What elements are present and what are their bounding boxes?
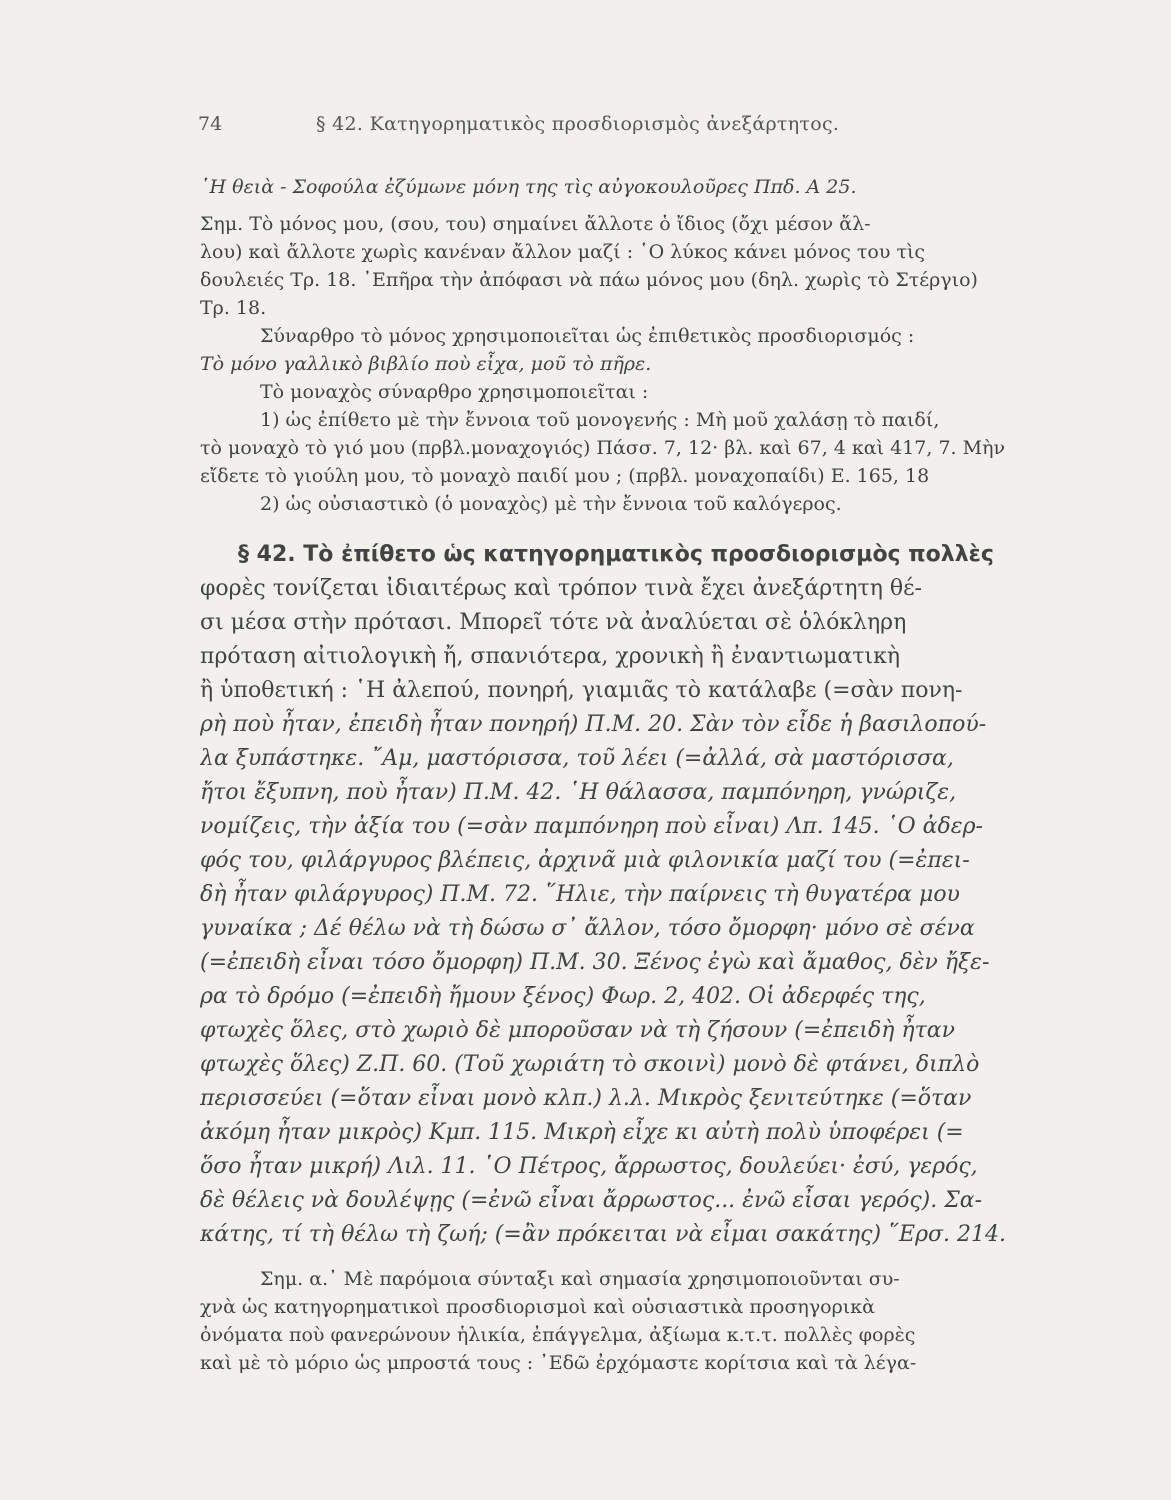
- text-line-3: λου) καὶ ἄλλοτε χωρὶς κανέναν ἄλλον μαζί : ῾Ο λύκος κάνει μόνος του τὶς: [200, 241, 926, 263]
- text-line-33: κάτης, τί τὴ θέλω τὴ ζωή; (=ἂν πρόκειται νὰ εἶμαι σακάτης) ῞Ερσ. 214.: [200, 1222, 1006, 1247]
- text-line-27: φτωχὲς ὅλες, στὸ χωριὸ δὲ μποροῦσαν νὰ τὴ ζήσουν (=ἐπειδὴ ἦταν: [200, 1018, 955, 1043]
- text-line-11: εἴδετε τὸ γιούλη μου, τὸ μοναχὸ παιδί μου ; (πρβλ. μοναχοπαίδι) Ε. 165, 18: [200, 465, 930, 487]
- text-line-17: ἢ ὑποθετική : ῾Η ἀλεπού, πονηρή, γιαμιᾶς τὸ κατάλαβε (=σὰν πονη-: [200, 678, 963, 703]
- text-line-32: δὲ θέλεις νὰ δουλέψῃς (=ἐνῶ εἶναι ἄρρωστος... ἐνῶ εἶσαι γερός). Σα-: [200, 1188, 983, 1213]
- text-line-30: ἀκόμη ἦταν μικρὸς) Κμπ. 115. Μικρὴ εἶχε κι αὐτὴ πολὺ ὑποφέρει (=: [200, 1120, 964, 1145]
- running-head: § 42. Κατηγορηματικὸς προσδιορισμὸς ἀνεξάρτητος.: [316, 113, 840, 135]
- text-line-21: νομίζεις, τὴν ἀξία του (=σὰν παμπόνηρη ποὺ εἶναι) Λπ. 145. ῾Ο ἀδερ-: [200, 814, 983, 839]
- text-line-34: Σημ. α.᾿ Μὲ παρόμοια σύνταξι καὶ σημασία χρησιμοποιοῦνται συ-: [260, 1268, 900, 1290]
- text-line-5: Τρ. 18.: [200, 297, 267, 319]
- text-line-14: φορὲς τονίζεται ἰδιαιτέρως καὶ τρόπον τινὰ ἔχει ἀνεξάρτητη θέ-: [200, 576, 922, 601]
- text-line-6: Σύναρθρο τὸ μόνος χρησιμοποιεῖται ὡς ἐπιθετικὸς προσδιορισμός :: [260, 325, 915, 347]
- text-line-2: Σημ. Τὸ μόνος μου, (σου, του) σημαίνει ἄλλοτε ὁ ἴδιος (ὄχι μέσον ἄλ-: [200, 213, 871, 235]
- text-line-4: δουλειές Τρ. 18. ᾿Επῆρα τὴν ἀπόφασι νὰ πάω μόνος μου (δηλ. χωρὶς τὸ Στέργιο): [200, 269, 978, 291]
- text-line-29: περισσεύει (=ὅταν εἶναι μονὸ κλπ.) λ.λ. Μικρὸς ξενιτεύτηκε (=ὅταν: [200, 1086, 972, 1111]
- section-42-heading: § 42. Τὸ ἐπίθετο ὡς κατηγορηματικὸς προσδιορισμὸς πολλὲς: [238, 542, 994, 567]
- page-header: [198, 113, 958, 143]
- text-line-19: λα ξυπάστηκε. ῎Αμ, μαστόρισσα, τοῦ λέει (=ἀλλά, σὰ μαστόρισσα,: [200, 746, 954, 771]
- text-line-22: φός του, φιλάργυρος βλέπεις, ἀρχινᾶ μιὰ φιλονικία μαζί του (=ἐπει-: [200, 848, 970, 873]
- page-content: [200, 160, 1006, 1380]
- text-line-15: σι μέσα στὴν πρότασι. Μπορεῖ τότε νὰ ἀναλύεται σὲ ὁλόκληρη: [200, 610, 907, 635]
- text-line-9: 1) ὡς ἐπίθετο μὲ τὴν ἔννοια τοῦ μονογενής : Μὴ μοῦ χαλάσῃ τὸ παιδί,: [260, 409, 940, 431]
- text-line-16: πρόταση αἰτιολογικὴ ἤ, σπανιότερα, χρονικὴ ἢ ἐναντιωματικὴ: [200, 644, 900, 669]
- text-line-35: χνὰ ὡς κατηγορηματικοὶ προσδιορισμοὶ καὶ οὐσιαστικὰ προσηγορικὰ: [200, 1296, 875, 1318]
- text-line-24: γυναίκα ; Δέ θέλω νὰ τὴ δώσω σ᾿ ἄλλον, τόσο ὄμορφη· μόνο σὲ σένα: [200, 916, 975, 941]
- text-line-36: ὀνόματα ποὺ φανερώνουν ἡλικία, ἐπάγγελμα, ἀξίωμα κ.τ.τ. πολλὲς φορὲς: [200, 1324, 916, 1346]
- text-line-31: ὅσο ἦταν μικρή) Λιλ. 11. ῾Ο Πέτρος, ἄρρωστος, δουλεύει· ἐσύ, γερός,: [200, 1154, 978, 1179]
- text-line-8: Τὸ μοναχὸς σύναρθρο χρησιμοποιεῖται :: [260, 381, 649, 403]
- text-line-7: Τὸ μόνο γαλλικὸ βιβλίο ποὺ εἶχα, μοῦ τὸ πῆρε.: [200, 353, 652, 375]
- text-line-18: ρὴ ποὺ ἦταν, ἐπειδὴ ἦταν πονηρή) Π.Μ. 20. Σὰν τὸν εἶδε ἡ βασιλοπού-: [200, 712, 987, 737]
- text-line-20: ἤτοι ἔξυπνη, ποὺ ἦταν) Π.Μ. 42. ῾Η θάλασσα, παμπόνηρη, γνώριζε,: [200, 780, 957, 805]
- text-line-26: ρα τὸ δρόμο (=ἐπειδὴ ἤμουν ξένος) Φωρ. 2, 402. Οἱ ἀδερφές της,: [200, 984, 926, 1009]
- text-line-28: φτωχὲς ὅλες) Ζ.Π. 60. (Τοῦ χωριάτη τὸ σκοινὶ) μονὸ δὲ φτάνει, διπλὸ: [200, 1052, 980, 1077]
- text-line-37: καὶ μὲ τὸ μόριο ὡς μπροστά τους : ᾿Εδῶ ἐρχόμαστε κορίτσια καὶ τὰ λέγα-: [200, 1352, 917, 1374]
- text-line-10: τὸ μοναχὸ τὸ γιό μου (πρβλ.μοναχογιός) Πάσσ. 7, 12· βλ. καὶ 67, 4 καὶ 417, 7. Μὴν: [200, 437, 1006, 459]
- text-line-25: (=ἐπειδὴ εἶναι τόσο ὄμορφη) Π.Μ. 30. Ξένος ἐγὼ καὶ ἄμαθος, δὲν ἤξε-: [200, 950, 990, 975]
- text-line-12: 2) ὡς οὐσιαστικὸ (ὁ μοναχὸς) μὲ τὴν ἔννοια τοῦ καλόγερος.: [260, 493, 842, 515]
- text-line-23: δὴ ἦταν φιλάργυρος) Π.Μ. 72. ῞Ηλιε, τὴν παίρνεις τὴ θυγατέρα μου: [200, 882, 960, 907]
- page-number: 74: [198, 113, 223, 135]
- text-line-1: ῾Η θειὰ - Σοφούλα ἐζύμωνε μόνη της τὶς αὐγοκουλοῦρες Ππδ. Α 25.: [200, 176, 857, 198]
